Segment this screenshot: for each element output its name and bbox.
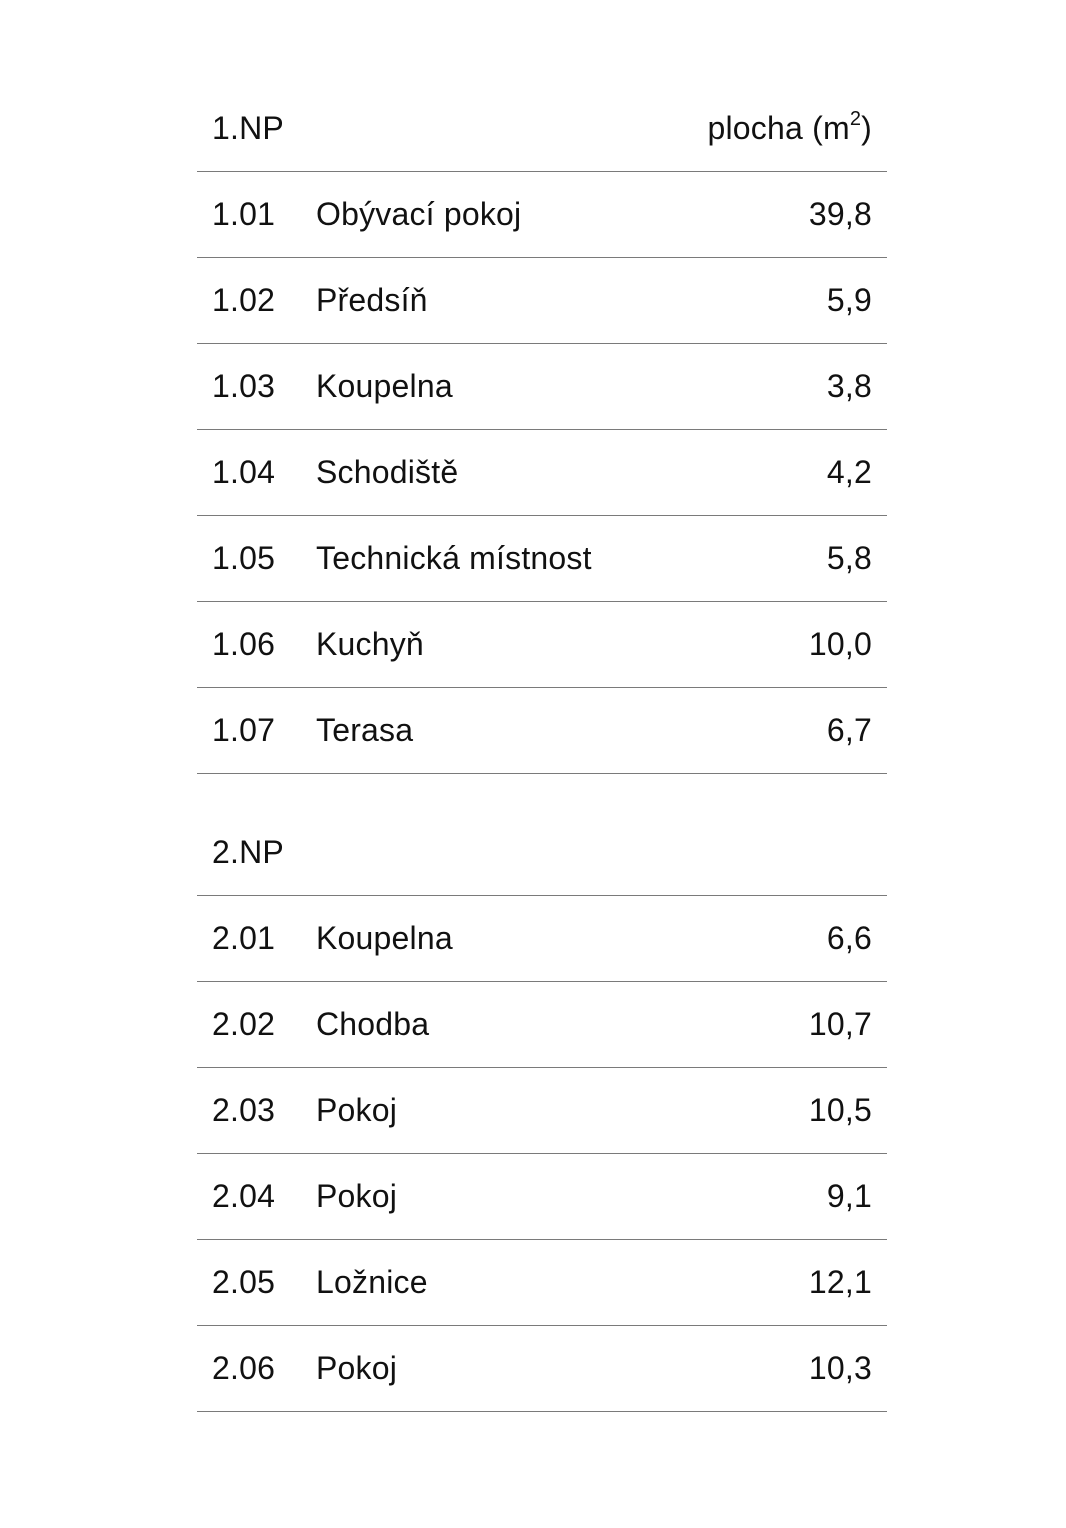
room-area: 10,5 — [808, 1092, 872, 1128]
room-area: 10,0 — [808, 626, 872, 662]
room-name: Obývací pokoj — [316, 196, 522, 232]
table-row — [197, 344, 887, 430]
room-area: 3,8 — [826, 368, 872, 404]
room-area-table — [197, 86, 887, 1412]
room-name: Ložnice — [316, 1264, 428, 1300]
room-area: 6,7 — [826, 712, 872, 748]
room-name: Pokoj — [316, 1350, 398, 1386]
table-row — [197, 896, 887, 982]
room-name: Pokoj — [316, 1092, 398, 1128]
floor-label: 2.NP — [212, 834, 284, 870]
room-area: 6,6 — [826, 920, 872, 956]
room-code: 1.07 — [212, 712, 276, 748]
room-name: Schodiště — [316, 454, 459, 490]
section-spacer — [197, 774, 887, 810]
floor-label: 1.NP — [212, 110, 284, 146]
room-name: Chodba — [316, 1006, 430, 1042]
room-area: 10,7 — [808, 1006, 872, 1042]
table-row — [197, 688, 887, 774]
room-area: 9,1 — [826, 1178, 872, 1214]
room-area: 5,9 — [826, 282, 872, 318]
room-code: 1.02 — [212, 282, 276, 318]
table-row — [197, 1326, 887, 1412]
room-code: 2.05 — [212, 1264, 276, 1300]
room-name: Koupelna — [316, 368, 453, 404]
table-row — [197, 258, 887, 344]
room-name: Terasa — [316, 712, 414, 748]
room-code: 2.06 — [212, 1350, 276, 1386]
room-name: Koupelna — [316, 920, 453, 956]
table-row — [197, 1240, 887, 1326]
room-code: 2.01 — [212, 920, 276, 956]
section-header-1np — [197, 86, 887, 172]
table-row — [197, 430, 887, 516]
table-row — [197, 1068, 887, 1154]
room-name: Kuchyň — [316, 626, 424, 662]
area-column-header: plocha $(m^2)$ — [707, 108, 872, 146]
room-area: 12,1 — [808, 1264, 872, 1300]
room-area: 5,8 — [826, 540, 872, 576]
room-code: 2.02 — [212, 1006, 276, 1042]
room-name: Předsíň — [316, 282, 428, 318]
room-code: 1.01 — [212, 196, 276, 232]
table-row — [197, 982, 887, 1068]
room-name: Technická místnost — [316, 540, 592, 576]
room-code: 1.04 — [212, 454, 276, 490]
table-row — [197, 1154, 887, 1240]
table-row — [197, 516, 887, 602]
room-area: 10,3 — [808, 1350, 872, 1386]
room-code: 1.05 — [212, 540, 276, 576]
room-code: 2.03 — [212, 1092, 276, 1128]
room-code: 1.06 — [212, 626, 276, 662]
table-row — [197, 172, 887, 258]
room-area: 39,8 — [808, 196, 872, 232]
table-row — [197, 602, 887, 688]
room-code: 2.04 — [212, 1178, 276, 1214]
section-header-2np — [197, 810, 887, 896]
room-area: 4,2 — [826, 454, 872, 490]
room-code: 1.03 — [212, 368, 276, 404]
room-name: Pokoj — [316, 1178, 398, 1214]
